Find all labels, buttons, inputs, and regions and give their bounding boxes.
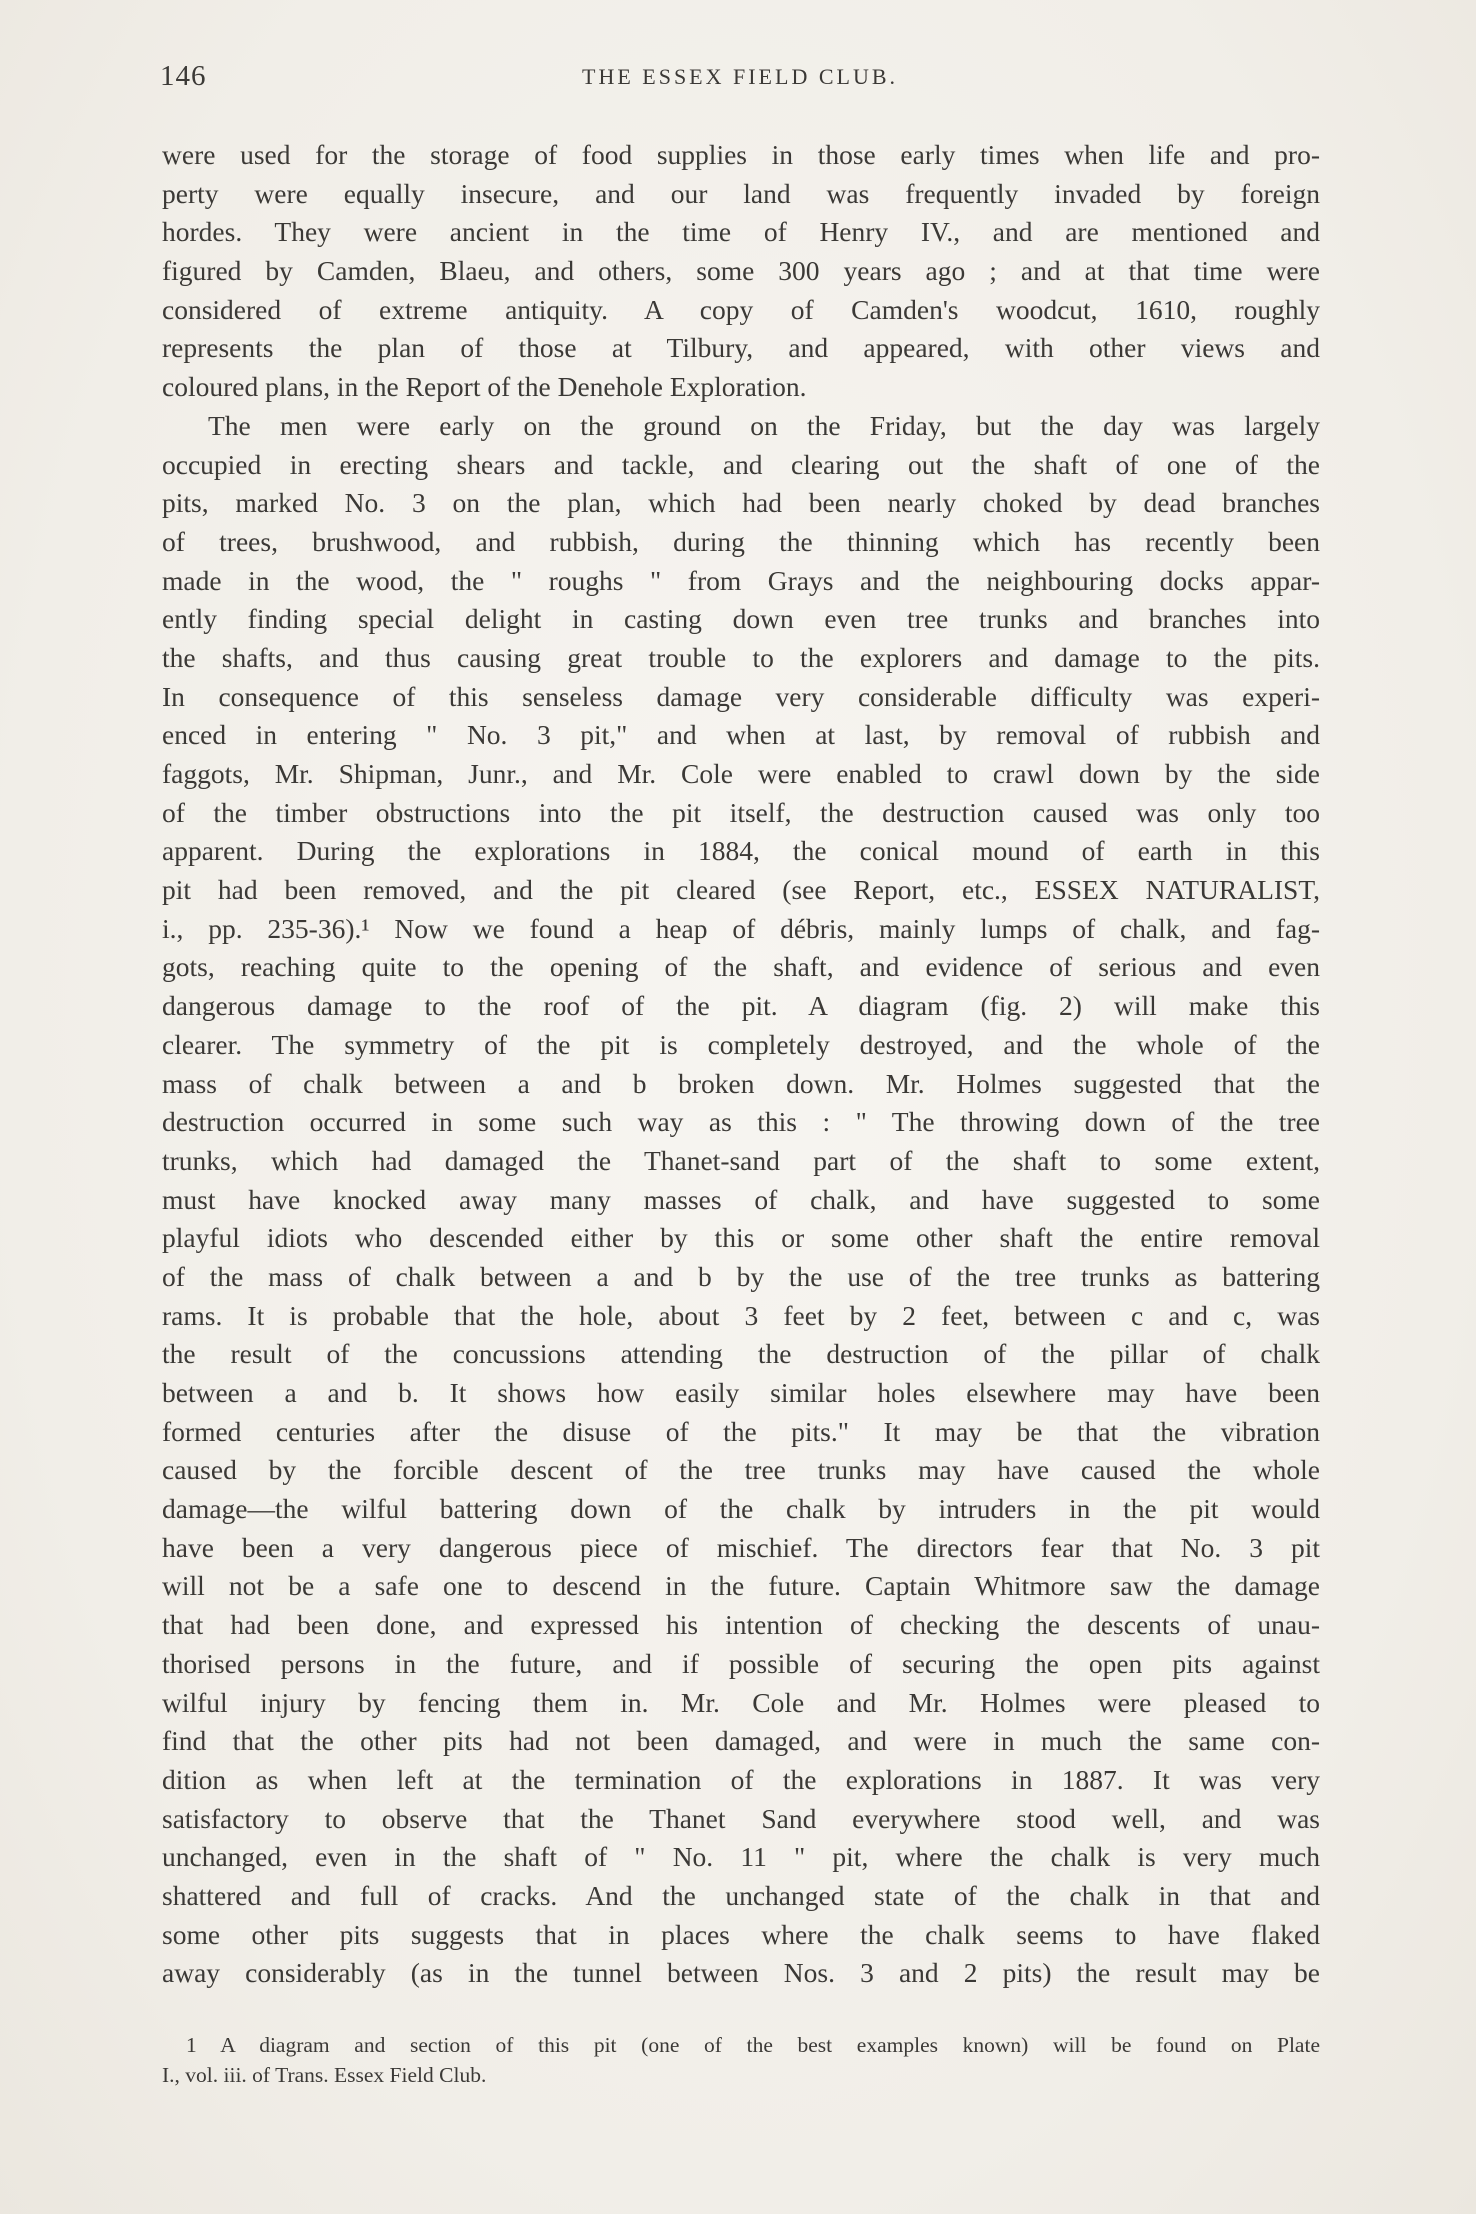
text-line: must have knocked away many masses of chalk, and have suggested to some xyxy=(162,1183,1320,1215)
text-line: apparent. During the explorations in 1884, the conical mound of earth in this xyxy=(162,835,1320,867)
body-text xyxy=(162,136,1320,2032)
paragraph xyxy=(162,407,1320,2032)
text-line: the shafts, and thus causing great trouble to the explorers and damage to the pits. xyxy=(162,641,1320,673)
text-line: will not be a safe one to descend in the future. Captain Whitmore saw the damage xyxy=(162,1570,1320,1602)
text-line: between a and b. It shows how easily similar holes elsewhere may have been xyxy=(162,1377,1320,1408)
text-line: wilful injury by fencing them in. Mr. Cole and Mr. Holmes were pleased to xyxy=(162,1686,1320,1718)
text-line: rams. It is probable that the hole, about 3 feet by 2 feet, between c and c, was xyxy=(162,1299,1320,1331)
text-line: ently finding special delight in casting down even tree trunks and branches into xyxy=(162,603,1320,635)
text-line: enced in entering " No. 3 pit," and when at last, by removal of rubbish and xyxy=(162,719,1320,751)
text-line: made in the wood, the " roughs " from Grays and the neighbouring docks appar- xyxy=(162,564,1320,596)
text-line: occupied in erecting shears and tackle, and clearing out the shaft of one of the xyxy=(162,448,1320,480)
text-line: away considerably (as in the tunnel between Nos. 3 and 2 pits) the result may be xyxy=(162,1957,1320,1989)
text-line: of the timber obstructions into the pit itself, the destruction caused was only too xyxy=(162,796,1320,828)
text-line: of trees, brushwood, and rubbish, during the thinning which has recently been xyxy=(162,525,1320,557)
text-line: coloured plans, in the Report of the Denehole Exploration. xyxy=(162,371,807,403)
text-line: of the mass of chalk between a and b by the use of the tree trunks as battering xyxy=(162,1260,1320,1292)
text-line: satisfactory to observe that the Thanet Sand everywhere stood well, and was xyxy=(162,1802,1320,1834)
text-line: faggots, Mr. Shipman, Junr., and Mr. Cole were enabled to crawl down by the side xyxy=(162,758,1320,789)
journal-title: THE ESSEX FIELD CLUB. xyxy=(582,64,898,89)
running-head xyxy=(160,60,1320,100)
text-line: some other pits suggests that in places where the chalk seems to have flaked xyxy=(162,1918,1320,1950)
text-line: figured by Camden, Blaeu, and others, some 300 years ago ; and at that time were xyxy=(162,255,1320,287)
paragraph xyxy=(162,136,1320,407)
text-line: In consequence of this senseless damage very considerable difficulty was experi- xyxy=(162,680,1320,712)
text-line: caused by the forcible descent of the tree trunks may have caused the whole xyxy=(162,1454,1320,1486)
text-line: trunks, which had damaged the Thanet-sand part of the shaft to some extent, xyxy=(162,1144,1320,1176)
text-line: playful idiots who descended either by this or some other shaft the entire removal xyxy=(162,1222,1320,1254)
text-line: gots, reaching quite to the opening of the shaft, and evidence of serious and even xyxy=(162,951,1320,983)
footnote-line: I., vol. iii. of Trans. Essex Field Club. xyxy=(162,2063,487,2087)
text-line: mass of chalk between a and b broken down. Mr. Holmes suggested that the xyxy=(162,1067,1320,1099)
text-line: damage—the wilful battering down of the chalk by intruders in the pit would xyxy=(162,1493,1320,1525)
page-number: 146 xyxy=(160,60,207,92)
footnote xyxy=(162,2030,1320,2090)
footnote-line: 1 A diagram and section of this pit (one of the best examples known) will be found on Plate xyxy=(186,2033,1320,2057)
text-line: i., pp. 235-36).¹ Now we found a heap of débris, mainly lumps of chalk, and fag- xyxy=(162,912,1320,944)
text-line xyxy=(162,1993,1320,2032)
text-line: have been a very dangerous piece of mischief. The directors fear that No. 3 pit xyxy=(162,1531,1320,1563)
text-line: unchanged, even in the shaft of " No. 11 " pit, where the chalk is very much xyxy=(162,1841,1320,1873)
text-line: that had been done, and expressed his intention of checking the descents of unau- xyxy=(162,1609,1320,1641)
text-line: perty were equally insecure, and our land was frequently invaded by foreign xyxy=(162,177,1320,209)
text-line: dition as when left at the termination of the explorations in 1887. It was very xyxy=(162,1763,1320,1795)
text-line: were used for the storage of food supplies in those early times when life and pro- xyxy=(162,139,1320,170)
text-line: pit had been removed, and the pit cleared (see Report, etc., ESSEX NATURALIST, xyxy=(162,874,1320,906)
text-line: clearer. The symmetry of the pit is completely destroyed, and the whole of the xyxy=(162,1028,1320,1060)
text-line: find that the other pits had not been damaged, and were in much the same con- xyxy=(162,1725,1320,1757)
text-line: the result of the concussions attending the destruction of the pillar of chalk xyxy=(162,1338,1320,1370)
text-line: shattered and full of cracks. And the unchanged state of the chalk in that and xyxy=(162,1879,1320,1911)
text-line: pits, marked No. 3 on the plan, which had been nearly choked by dead branches xyxy=(162,487,1320,519)
text-line: formed centuries after the disuse of the pits." It may be that the vibration xyxy=(162,1415,1320,1447)
text-line: thorised persons in the future, and if possible of securing the open pits against xyxy=(162,1647,1320,1679)
text-line: dangerous damage to the roof of the pit. A diagram (fig. 2) will make this xyxy=(162,990,1320,1022)
text-line: The men were early on the ground on the Friday, but the day was largely xyxy=(208,409,1320,441)
text-line: represents the plan of those at Tilbury, and appeared, with other views and xyxy=(162,332,1320,364)
text-line: hordes. They were ancient in the time of Henry IV., and are mentioned and xyxy=(162,216,1320,248)
text-line: considered of extreme antiquity. A copy of Camden's woodcut, 1610, roughly xyxy=(162,293,1320,325)
text-line: destruction occurred in some such way as this : " The throwing down of the tree xyxy=(162,1106,1320,1138)
